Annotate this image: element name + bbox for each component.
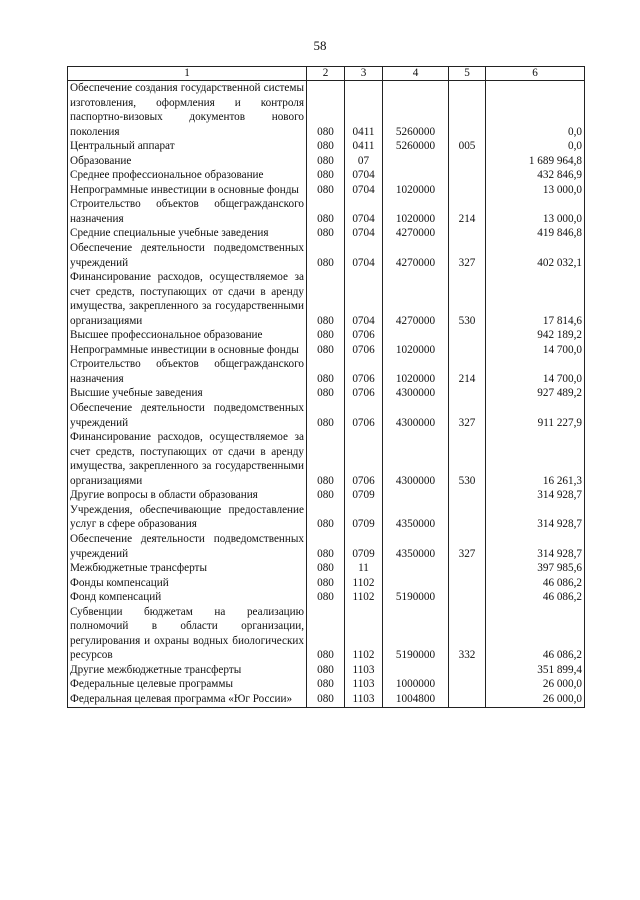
row-name: Строительство объектов общегражданского назначения: [68, 197, 307, 226]
row-code-section: 1102: [345, 576, 383, 591]
row-name: Финансирование расходов, осуществляемое за счет средств, поступающих от сдачи в аренду имущества, закрепленного за государственными организациями: [68, 430, 307, 488]
page-number: 58: [313, 38, 327, 53]
table-row: [68, 139, 585, 154]
row-amount: 14 700,0: [486, 357, 585, 386]
row-amount: 927 489,2: [486, 386, 585, 401]
table-body: [68, 81, 585, 708]
row-code-admin: 080: [307, 532, 345, 561]
table-row: [68, 357, 585, 386]
row-code-target: 1020000: [383, 197, 449, 226]
row-code-expense: 214: [449, 357, 486, 386]
row-name: Образование: [68, 154, 307, 169]
row-name: Межбюджетные трансферты: [68, 561, 307, 576]
row-code-section: 11: [345, 561, 383, 576]
row-code-section: 0704: [345, 197, 383, 226]
table-row: [68, 401, 585, 430]
table-row: [68, 590, 585, 605]
row-code-section: 0706: [345, 386, 383, 401]
row-code-target: 1004800: [383, 692, 449, 707]
row-code-target: 4270000: [383, 241, 449, 270]
header-col-4: 4: [383, 67, 449, 81]
row-code-admin: 080: [307, 605, 345, 663]
row-name: Фонд компенсаций: [68, 590, 307, 605]
row-code-admin: 080: [307, 401, 345, 430]
row-code-admin: 080: [307, 663, 345, 678]
header-col-5: 5: [449, 67, 486, 81]
row-name: Высшие учебные заведения: [68, 386, 307, 401]
row-amount: 402 032,1: [486, 241, 585, 270]
table-row: [68, 81, 585, 140]
row-code-admin: 080: [307, 430, 345, 488]
row-code-target: [383, 154, 449, 169]
row-code-expense: [449, 663, 486, 678]
row-code-target: 1000000: [383, 677, 449, 692]
row-amount: 17 814,6: [486, 270, 585, 328]
row-code-expense: [449, 677, 486, 692]
row-code-expense: [449, 154, 486, 169]
row-name: Обеспечение создания государственной системы изготовления, оформления и контроля паспортно-визовых документов нового поколения: [68, 81, 307, 140]
table-row: [68, 328, 585, 343]
row-code-target: [383, 561, 449, 576]
row-name: Обеспечение деятельности подведомственных учреждений: [68, 401, 307, 430]
table-row: [68, 488, 585, 503]
row-code-target: 5260000: [383, 81, 449, 140]
table-row: [68, 183, 585, 198]
row-name: Финансирование расходов, осуществляемое за счет средств, поступающих от сдачи в аренду имущества, закрепленного за государственными организациями: [68, 270, 307, 328]
row-amount: 942 189,2: [486, 328, 585, 343]
row-code-section: 0706: [345, 328, 383, 343]
row-code-target: [383, 576, 449, 591]
table-row: [68, 677, 585, 692]
row-code-target: 5190000: [383, 590, 449, 605]
row-amount: 13 000,0: [486, 197, 585, 226]
table-row: [68, 154, 585, 169]
row-code-admin: 080: [307, 561, 345, 576]
header-col-1: 1: [68, 67, 307, 81]
row-code-target: 1020000: [383, 343, 449, 358]
row-name: Среднее профессиональное образование: [68, 168, 307, 183]
row-code-section: 07: [345, 154, 383, 169]
row-code-admin: 080: [307, 139, 345, 154]
row-code-admin: 080: [307, 503, 345, 532]
row-name: Федеральная целевая программа «Юг России»: [68, 692, 307, 707]
row-code-expense: 327: [449, 241, 486, 270]
row-amount: 13 000,0: [486, 183, 585, 198]
row-amount: 16 261,3: [486, 430, 585, 488]
row-name: Субвенции бюджетам на реализацию полномочий в области организации, регулирования и охраны водных биологических ресурсов: [68, 605, 307, 663]
row-name: Федеральные целевые программы: [68, 677, 307, 692]
row-code-expense: 530: [449, 270, 486, 328]
row-code-admin: 080: [307, 692, 345, 707]
row-code-admin: 080: [307, 168, 345, 183]
row-amount: 46 086,2: [486, 605, 585, 663]
row-code-admin: 080: [307, 197, 345, 226]
row-amount: 26 000,0: [486, 677, 585, 692]
table-row: [68, 168, 585, 183]
row-code-section: 0706: [345, 401, 383, 430]
row-code-expense: [449, 488, 486, 503]
row-code-expense: [449, 328, 486, 343]
row-code-target: [383, 328, 449, 343]
row-code-target: 4270000: [383, 226, 449, 241]
row-name: Центральный аппарат: [68, 139, 307, 154]
row-code-target: 4300000: [383, 401, 449, 430]
row-code-section: 0704: [345, 183, 383, 198]
row-amount: 1 689 964,8: [486, 154, 585, 169]
row-name: Обеспечение деятельности подведомственных учреждений: [68, 532, 307, 561]
row-code-expense: 332: [449, 605, 486, 663]
row-code-section: 0706: [345, 343, 383, 358]
row-name: Непрограммные инвестиции в основные фонды: [68, 343, 307, 358]
row-code-target: [383, 168, 449, 183]
row-code-target: 4300000: [383, 430, 449, 488]
row-code-expense: [449, 226, 486, 241]
row-code-target: 1020000: [383, 183, 449, 198]
row-code-target: [383, 488, 449, 503]
row-code-admin: 080: [307, 386, 345, 401]
row-name: Другие вопросы в области образования: [68, 488, 307, 503]
row-code-admin: 080: [307, 241, 345, 270]
row-code-section: 1102: [345, 605, 383, 663]
row-code-target: 4350000: [383, 532, 449, 561]
table-row: [68, 270, 585, 328]
row-code-expense: [449, 561, 486, 576]
row-amount: 432 846,9: [486, 168, 585, 183]
row-code-section: 0706: [345, 357, 383, 386]
row-amount: 0,0: [486, 81, 585, 140]
row-code-expense: 214: [449, 197, 486, 226]
row-amount: 46 086,2: [486, 576, 585, 591]
row-amount: 0,0: [486, 139, 585, 154]
table-row: [68, 241, 585, 270]
row-code-expense: 530: [449, 430, 486, 488]
table-header: [68, 67, 585, 81]
row-code-expense: 327: [449, 532, 486, 561]
row-code-admin: 080: [307, 488, 345, 503]
table-row: [68, 226, 585, 241]
row-code-admin: 080: [307, 154, 345, 169]
row-code-target: 5190000: [383, 605, 449, 663]
table-row: [68, 532, 585, 561]
row-code-section: 0411: [345, 139, 383, 154]
row-code-target: 4350000: [383, 503, 449, 532]
row-code-section: 0704: [345, 226, 383, 241]
row-code-expense: 005: [449, 139, 486, 154]
row-code-admin: 080: [307, 328, 345, 343]
row-code-admin: 080: [307, 590, 345, 605]
table-row: [68, 663, 585, 678]
row-name: Учреждения, обеспечивающие предоставление услуг в сфере образования: [68, 503, 307, 532]
row-code-section: 0704: [345, 168, 383, 183]
row-code-admin: 080: [307, 357, 345, 386]
row-code-expense: [449, 168, 486, 183]
header-col-6: 6: [486, 67, 585, 81]
row-code-section: 0709: [345, 503, 383, 532]
table-row: [68, 605, 585, 663]
table-row: [68, 386, 585, 401]
budget-table: [67, 66, 585, 708]
row-code-section: 0709: [345, 488, 383, 503]
row-code-expense: [449, 576, 486, 591]
row-amount: 14 700,0: [486, 343, 585, 358]
row-amount: 397 985,6: [486, 561, 585, 576]
row-code-expense: [449, 343, 486, 358]
row-code-admin: 080: [307, 270, 345, 328]
row-amount: 26 000,0: [486, 692, 585, 707]
row-code-section: 0709: [345, 532, 383, 561]
row-code-admin: 080: [307, 343, 345, 358]
table-row: [68, 430, 585, 488]
header-col-2: 2: [307, 67, 345, 81]
row-code-target: 1020000: [383, 357, 449, 386]
row-code-section: 0704: [345, 241, 383, 270]
row-amount: 419 846,8: [486, 226, 585, 241]
table-row: [68, 692, 585, 707]
row-code-admin: 080: [307, 81, 345, 140]
table-row: [68, 343, 585, 358]
row-name: Обеспечение деятельности подведомственных учреждений: [68, 241, 307, 270]
row-code-section: 0706: [345, 430, 383, 488]
row-amount: 351 899,4: [486, 663, 585, 678]
row-code-admin: 080: [307, 183, 345, 198]
row-code-section: 1103: [345, 677, 383, 692]
row-code-section: 1103: [345, 692, 383, 707]
row-name: Строительство объектов общегражданского назначения: [68, 357, 307, 386]
row-code-target: 5260000: [383, 139, 449, 154]
row-code-section: 0411: [345, 81, 383, 140]
row-code-admin: 080: [307, 576, 345, 591]
row-code-admin: 080: [307, 226, 345, 241]
row-code-section: 1102: [345, 590, 383, 605]
row-code-expense: [449, 503, 486, 532]
table-row: [68, 561, 585, 576]
row-code-expense: [449, 386, 486, 401]
row-code-admin: 080: [307, 677, 345, 692]
table-row: [68, 197, 585, 226]
row-code-expense: [449, 81, 486, 140]
row-amount: 46 086,2: [486, 590, 585, 605]
row-name: Другие межбюджетные трансферты: [68, 663, 307, 678]
row-code-expense: [449, 183, 486, 198]
header-col-3: 3: [345, 67, 383, 81]
row-name: Фонды компенсаций: [68, 576, 307, 591]
row-code-target: 4270000: [383, 270, 449, 328]
row-amount: 314 928,7: [486, 488, 585, 503]
row-name: Средние специальные учебные заведения: [68, 226, 307, 241]
row-code-section: 1103: [345, 663, 383, 678]
row-amount: 314 928,7: [486, 532, 585, 561]
row-amount: 314 928,7: [486, 503, 585, 532]
row-amount: 911 227,9: [486, 401, 585, 430]
row-code-expense: [449, 692, 486, 707]
row-code-expense: [449, 590, 486, 605]
row-code-section: 0704: [345, 270, 383, 328]
row-name: Непрограммные инвестиции в основные фонды: [68, 183, 307, 198]
row-code-target: 4300000: [383, 386, 449, 401]
row-name: Высшее профессиональное образование: [68, 328, 307, 343]
table-row: [68, 576, 585, 591]
row-code-expense: 327: [449, 401, 486, 430]
table-row: [68, 503, 585, 532]
row-code-target: [383, 663, 449, 678]
